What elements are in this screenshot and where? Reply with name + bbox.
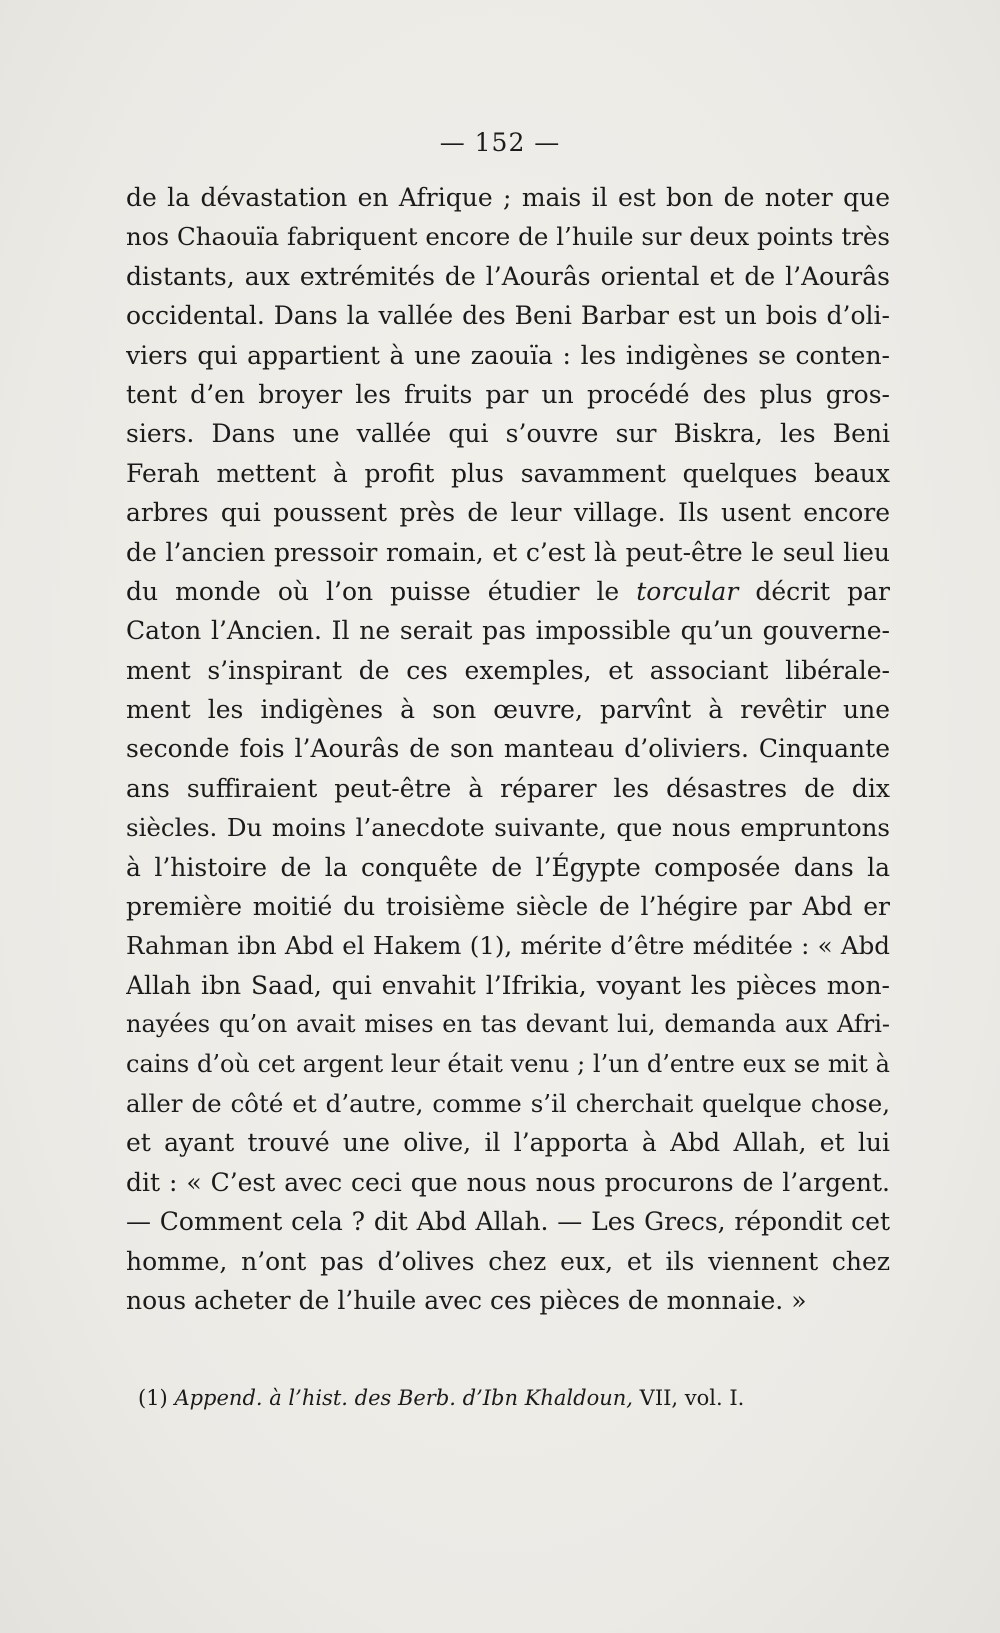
text-line: nayées qu’on avait mises en tas devant lui, demanda aux Afri- [126,1010,890,1039]
text-line: occidental. Dans la vallée des Beni Barbar est un bois d’oli- [126,301,890,331]
footnote-volume: VII, vol. I. [639,1386,745,1410]
footnote [138,1386,838,1410]
body-text [126,178,890,1320]
text-line: viers qui appartient à une zaouïa : les indigènes se conten- [126,340,890,370]
text-line [126,572,890,611]
text-line: et ayant trouvé une olive, il l’apporta à Abd Allah, et lui [126,1128,890,1158]
text-line: Ferah mettent à profit plus savamment quelques beaux [126,458,890,488]
text-line: ans suffiraient peut-être à réparer les désastres de dix [126,773,890,803]
text-line: de la dévastation en Afrique ; mais il est bon de noter que [126,183,890,212]
text-line: arbres qui poussent près de leur village. Ils usent encore [126,498,890,528]
text-line: Rahman ibn Abd el Hakem (1), mérite d’être méditée : « Abd [126,931,890,961]
text-line: dit : « C’est avec ceci que nous nous procurons de l’argent. [126,1167,890,1197]
text-line: homme, n’ont pas d’olives chez eux, et ils viennent chez [126,1246,890,1276]
text-line: de l’ancien pressoir romain, et c’est là peut-être le seul lieu [126,537,890,567]
footnote-citation: Append. à l’hist. des Berb. d’Ibn Khaldoun, [174,1386,633,1410]
text-line: nos Chaouïa fabriquent encore de l’huile sur deux points très [126,222,890,252]
text-line: seconde fois l’Aourâs de son manteau d’oliviers. Cinquante [126,734,890,764]
text-line: siers. Dans une vallée qui s’ouvre sur Biskra, les Beni [126,419,890,449]
text-segment: du monde où l’on puisse étudier le [126,576,637,606]
footnote-marker: (1) [138,1386,168,1410]
text-line: ment s’inspirant de ces exemples, et associant libérale- [126,655,890,685]
text-line: Caton l’Ancien. Il ne serait pas impossible qu’un gouverne- [126,616,890,646]
text-line: première moitié du troisième siècle de l’hégire par Abd er [126,892,890,922]
text-segment: décrit par [738,576,890,606]
text-line: cains d’où cet argent leur était venu ; l’un d’entre eux se mit à [126,1049,890,1078]
text-line: tent d’en broyer les fruits par un procédé des plus gros- [126,379,890,409]
text-line: Allah ibn Saad, qui envahit l’Ifrikia, voyant les pièces mon- [126,970,890,1000]
text-line: distants, aux extrémités de l’Aourâs oriental et de l’Aourâs [126,261,890,291]
text-line: siècles. Du moins l’anecdote suivante, que nous empruntons [126,813,890,843]
text-line: aller de côté et d’autre, comme s’il cherchait quelque chose, [126,1088,890,1118]
page-number: — 152 — [439,128,561,157]
italic-term: torcular [636,576,739,606]
text-line: nous acheter de l’huile avec ces pièces de monnaie. » [126,1285,807,1315]
text-line: — Comment cela ? dit Abd Allah. — Les Grecs, répondit cet [126,1207,890,1237]
text-line: à l’histoire de la conquête de l’Égypte composée dans la [126,852,890,882]
text-line: ment les indigènes à son œuvre, parvînt à revêtir une [126,695,890,725]
